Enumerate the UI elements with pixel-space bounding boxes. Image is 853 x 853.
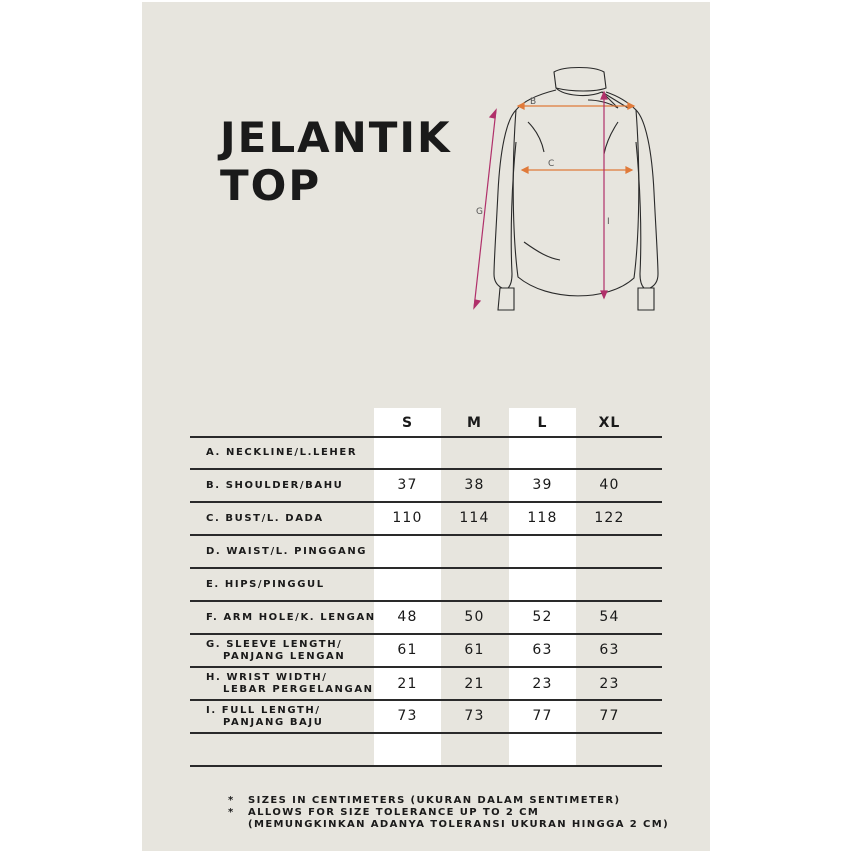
row-label-waist: D. WAIST/L. PINGGANG	[206, 546, 368, 557]
table-rule	[190, 468, 662, 470]
table-cell: 61	[464, 642, 485, 658]
width-arrows	[518, 103, 634, 173]
table-cell: 118	[527, 510, 558, 526]
size-header-l: L	[537, 415, 548, 431]
table-cell: 110	[392, 510, 423, 526]
table-rule	[190, 501, 662, 503]
label-line-1: H. WRIST WIDTH/	[206, 672, 328, 683]
table-rule	[190, 633, 662, 635]
garment-diagram	[468, 62, 678, 322]
size-header-xl: XL	[598, 415, 621, 431]
row-label-shoulder: B. SHOULDER/BAHU	[206, 480, 344, 491]
label-b: B	[530, 97, 537, 107]
table-rule	[190, 699, 662, 701]
row-label-hips: E. HIPS/PINGGUL	[206, 579, 325, 590]
note-text: SIZES IN CENTIMETERS (UKURAN DALAM SENTIMETER)	[248, 795, 621, 806]
row-label-wrist-width	[206, 672, 374, 696]
row-label-sleeve-length	[206, 639, 345, 663]
row-label-full-length	[206, 705, 323, 729]
table-cell: 61	[397, 642, 418, 658]
label-line-2: PANJANG BAJU	[223, 717, 324, 728]
table-cell: 48	[397, 609, 418, 625]
table-cell: 40	[599, 477, 620, 493]
title-line-1: JELANTIK	[220, 113, 452, 162]
table-rule	[190, 534, 662, 536]
row-label-bust: C. BUST/L. DADA	[206, 513, 324, 524]
label-g: G	[476, 207, 483, 217]
table-rule	[190, 765, 662, 767]
table-rule	[190, 666, 662, 668]
table-rule	[190, 600, 662, 602]
size-header-s: S	[401, 415, 414, 431]
row-label-arm-hole: F. ARM HOLE/K. LENGAN	[206, 612, 376, 623]
table-cell: 73	[464, 708, 485, 724]
table-cell: 52	[532, 609, 553, 625]
title-line-2: TOP	[220, 161, 322, 210]
label-line-1: I. FULL LENGTH/	[206, 705, 321, 716]
table-cell: 23	[532, 676, 553, 692]
table-cell: 50	[464, 609, 485, 625]
table-rule	[190, 732, 662, 734]
product-title	[220, 114, 452, 210]
bullet: *	[228, 795, 235, 806]
bullet: *	[228, 807, 235, 818]
row-label-neckline: A. NECKLINE/L.LEHER	[206, 447, 358, 458]
table-rule	[190, 567, 662, 569]
table-cell: 122	[594, 510, 625, 526]
table-cell: 38	[464, 477, 485, 493]
label-line-2: PANJANG LENGAN	[223, 651, 346, 662]
note-text: ALLOWS FOR SIZE TOLERANCE UP TO 2 CM	[248, 807, 540, 818]
table-cell: 54	[599, 609, 620, 625]
note-line-1	[228, 795, 669, 807]
size-notes	[228, 795, 669, 831]
note-line-2	[228, 807, 669, 819]
table-cell: 77	[532, 708, 553, 724]
label-line-1: G. SLEEVE LENGTH/	[206, 639, 343, 650]
table-cell: 73	[397, 708, 418, 724]
size-header-m: M	[467, 415, 482, 431]
table-cell: 114	[459, 510, 490, 526]
table-cell: 63	[599, 642, 620, 658]
table-cell: 37	[397, 477, 418, 493]
blouse-outline-icon	[494, 68, 658, 311]
label-c: C	[548, 159, 555, 169]
note-line-3: (MEMUNGKINKAN ADANYA TOLERANSI UKURAN HINGGA 2 CM)	[248, 819, 670, 830]
label-i: I	[607, 217, 610, 227]
table-cell: 21	[464, 676, 485, 692]
table-cell: 23	[599, 676, 620, 692]
table-cell: 21	[397, 676, 418, 692]
table-cell: 63	[532, 642, 553, 658]
table-cell: 39	[532, 477, 553, 493]
table-rule	[190, 436, 662, 438]
table-cell: 77	[599, 708, 620, 724]
label-line-2: LEBAR PERGELANGAN	[223, 684, 374, 695]
